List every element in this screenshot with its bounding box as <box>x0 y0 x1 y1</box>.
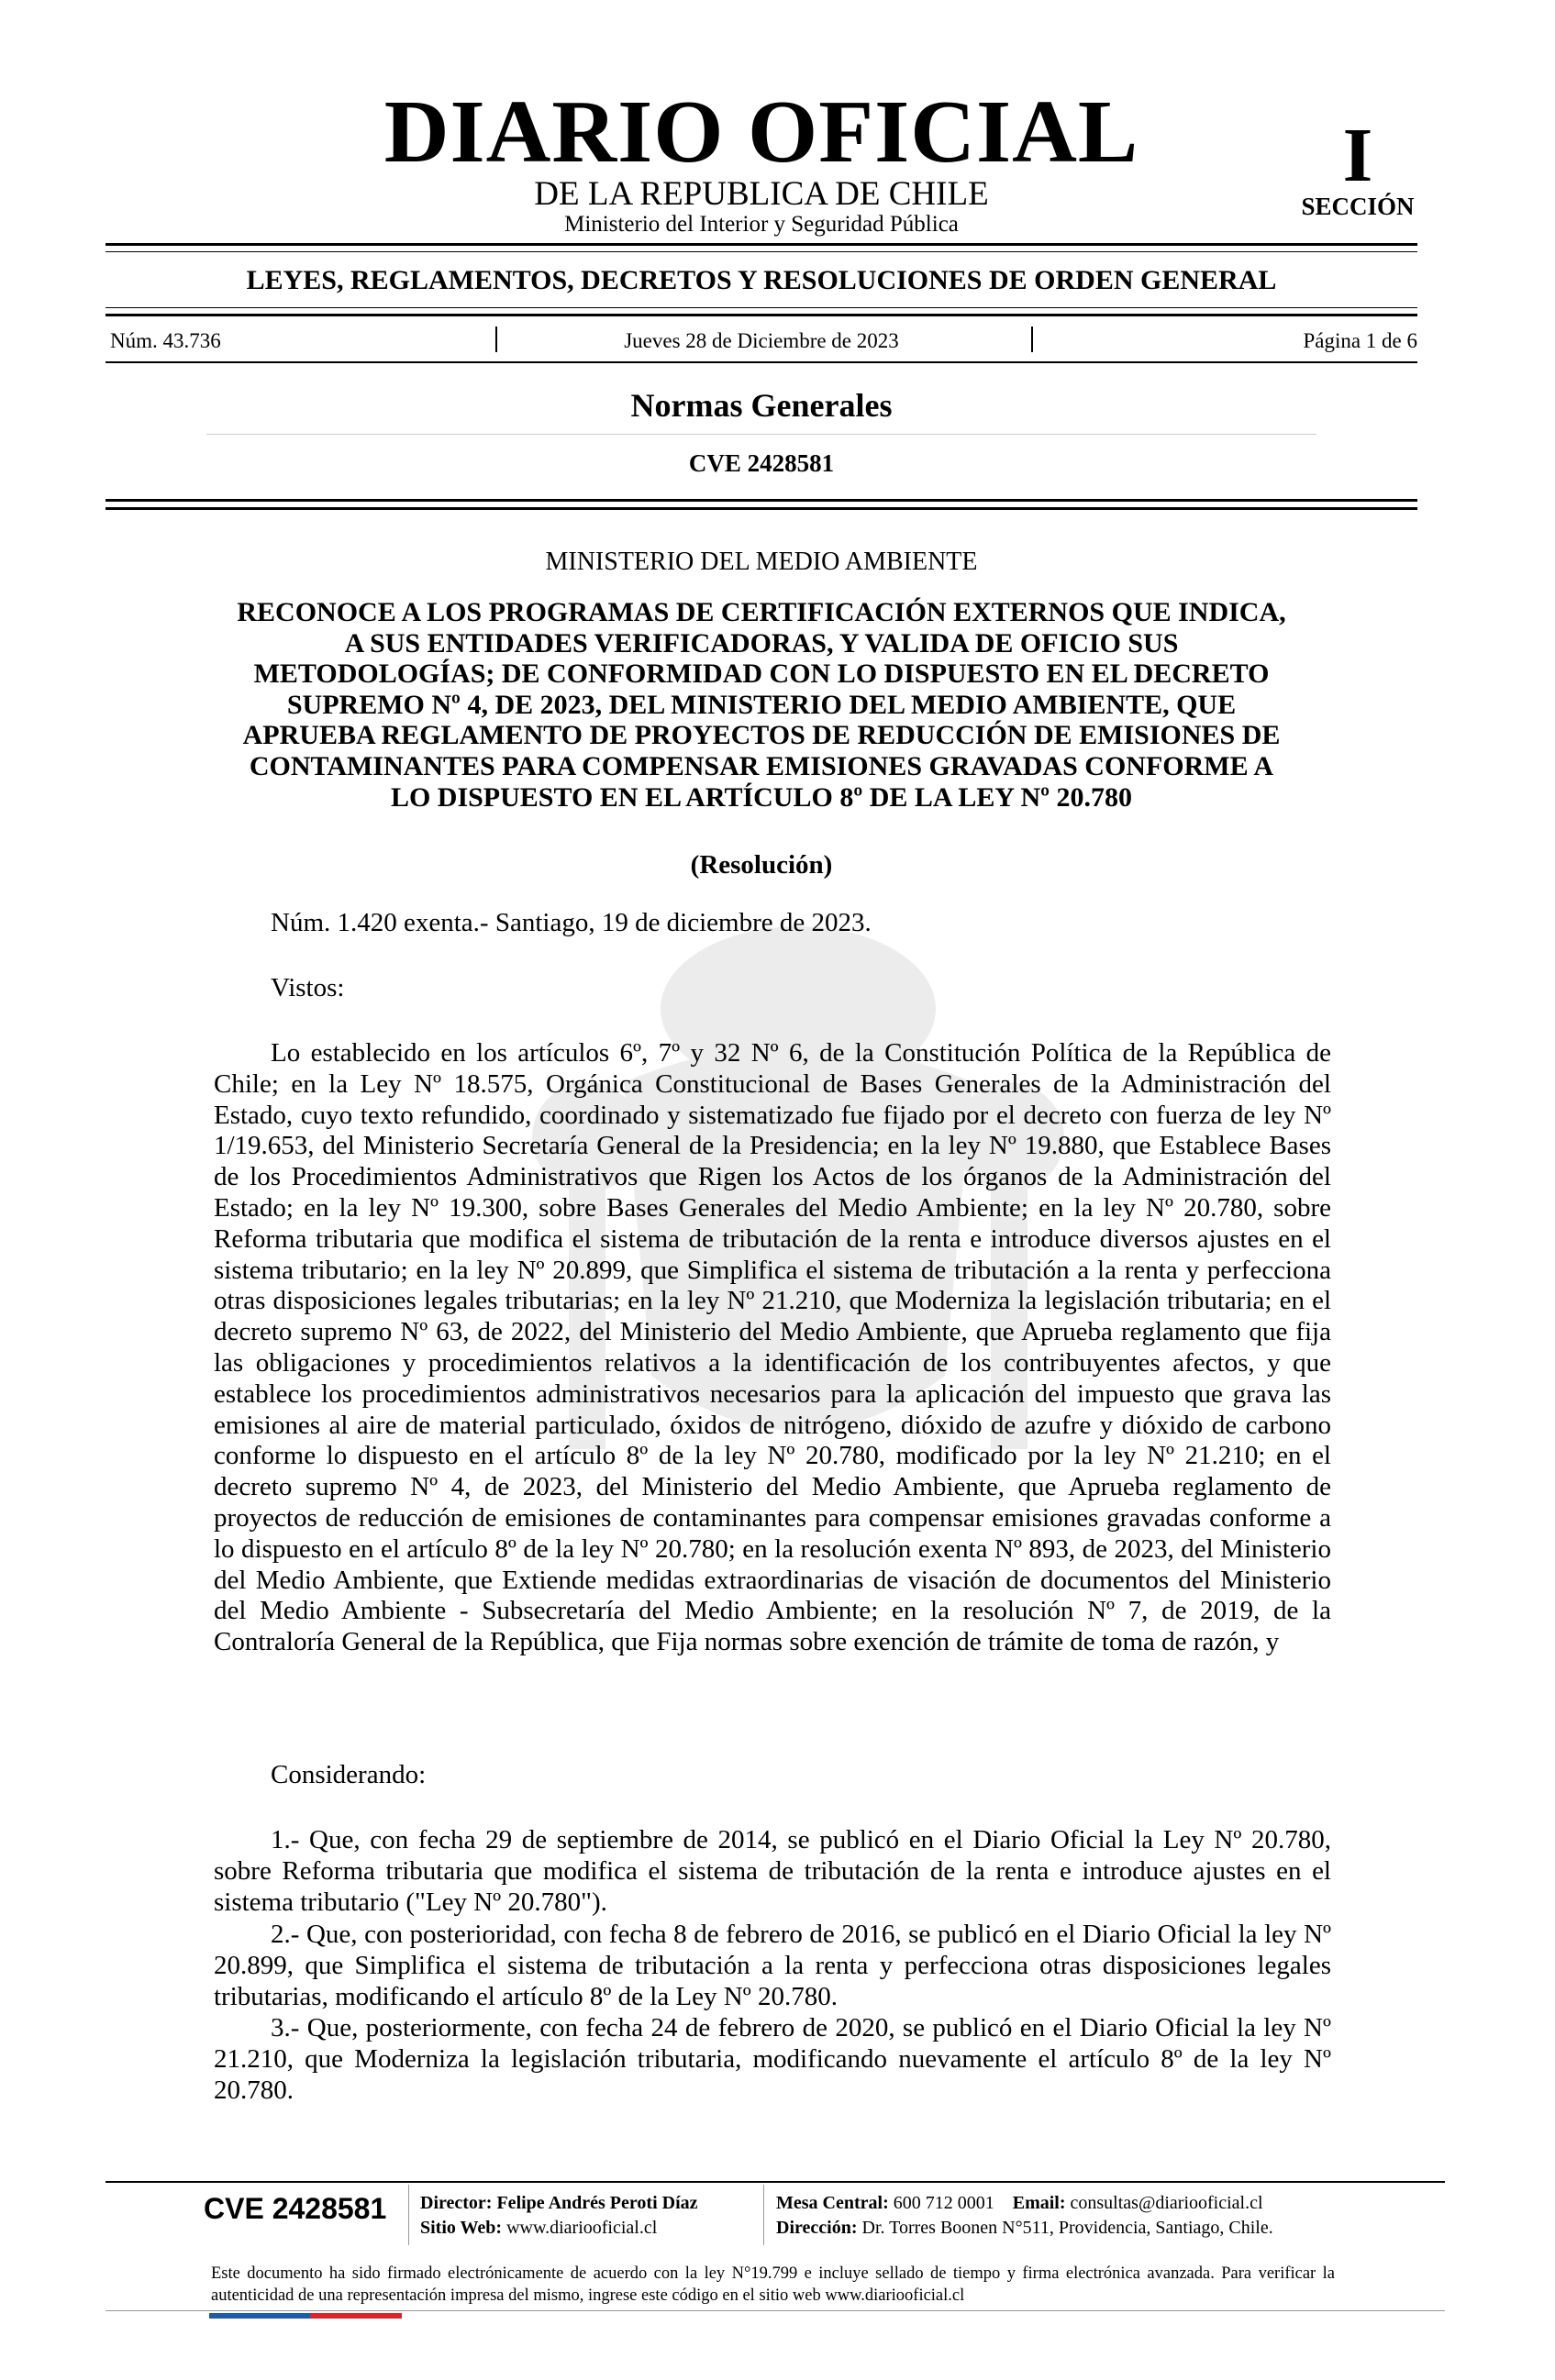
director-name: Felipe Andrés Peroti Díaz <box>496 2193 698 2213</box>
mesa-phone: 600 712 0001 <box>893 2193 994 2213</box>
email-link[interactable]: consultas@diariooficial.cl <box>1070 2193 1263 2213</box>
footer-director-block <box>420 2191 698 2241</box>
divider <box>106 307 1417 308</box>
footer-legal-notice: Este documento ha sido firmado electrónicamente de acuerdo con la ley N°19.799 e incluye sellado de tiempo y firma electrónica avanzada. Para verificar la autenticidad de una representación impresa del mismo, ingrese este código en el sitio web www.diariooficial.cl <box>211 2264 1335 2305</box>
considerando-label: Considerando: <box>271 1760 427 1789</box>
cve-code: CVE 2428581 <box>688 449 835 477</box>
section-label: SECCIÓN <box>1301 193 1415 220</box>
footer-cve-code: CVE 2428581 <box>204 2192 387 2225</box>
vistos-paragraph: Lo establecido en los artículos 6º, 7º y 32 Nº 6, de la Constitución Política de la República de Chile; en la Ley Nº 18.575, Orgánica Constitucional de Bases Generales de la Administración del Estado, cuyo texto refundido, coordinado y sistematizado fue fijado por el decreto con fuerza de ley Nº 1/19.653, del Ministerio Secretaría General de la Presidencia; en la ley Nº 19.880, que Establece Bases de los Procedimientos Administrativos que Rigen los Actos de los órganos de la Administración del Estado; en la ley Nº 19.300, sobre Bases Generales del Medio Ambiente; en la ley Nº 20.780, sobre Reforma tributaria que modifica el sistema de tributación de la renta e introduce diversos ajustes en el sistema tributario; en la ley Nº 20.899, que Simplifica el sistema de tributación a la renta y perfecciona otras disposiciones legales tributarias; en la ley Nº 21.210, que Moderniza la legislación tributaria; en el decreto supremo Nº 63, de 2022, del Ministerio del Medio Ambiente, que Aprueba reglamento que fija las obligaciones y procedimientos relativos a la identificación de los contribuyentes afectos, y que establece los procedimientos administrativos necesarios para la aplicación del impuesto que grava las emisiones al aire de material particulado, óxidos de nitrógeno, dióxido de azufre y dióxido de carbono conforme lo dispuesto en el artículo 8º de la ley Nº 20.780, modificado por la ley Nº 21.210; en el decreto supremo Nº 4, de 2023, del Ministerio del Medio Ambiente, que Aprueba reglamento de proyectos de reducción de emisiones de contaminantes para compensar emisiones gravadas conforme a lo dispuesto en el artículo 8º de la ley Nº 20.780; en la resolución exenta Nº 893, de 2023, del Ministerio del Medio Ambiente, que Extiende medidas extraordinarias de visación de documentos del Ministerio del Medio Ambiente - Subsecretaría del Medio Ambiente; en la resolución Nº 7, de 2019, de la Contraloría General de la República, que Fija normas sobre exención de trámite de toma de razón, y <box>214 1038 1331 1657</box>
newspaper-subtitle: DE LA REPUBLICA DE CHILE <box>534 175 989 213</box>
document-title <box>183 597 1339 813</box>
newspaper-ministry: Ministerio del Interior y Seguridad Pública <box>564 212 959 237</box>
divider <box>106 361 1417 363</box>
flag-stripe-blue <box>209 2313 310 2319</box>
title-line: METODOLOGÍAS; DE CONFORMIDAD CON LO DISPUESTO EN EL DECRETO <box>253 659 1270 690</box>
newspaper-title: DIARIO OFICIAL <box>383 83 1139 182</box>
website-label: Sitio Web: <box>420 2218 503 2238</box>
issuing-ministry: MINISTERIO DEL MEDIO AMBIENTE <box>545 548 978 576</box>
divider <box>106 499 1417 502</box>
title-line: A SUS ENTIDADES VERIFICADORAS, Y VALIDA DE OFICIO SUS <box>344 627 1179 659</box>
vistos-label: Vistos: <box>271 973 345 1002</box>
issue-number: Núm. 43.736 <box>110 329 221 352</box>
considerando-item: 2.- Que, con posterioridad, con fecha 8 de febrero de 2016, se publicó en el Diario Oficial la ley Nº 20.899, que Simplifica el sistema de tributación a la renta y perfecciona otras disposiciones legales tributarias, modificando el artículo 8º de la Ley Nº 20.780. <box>214 1920 1331 2011</box>
issue-date: Jueves 28 de Diciembre de 2023 <box>624 329 899 352</box>
address-text: Dr. Torres Boonen N°511, Providencia, Santiago, Chile. <box>861 2218 1273 2238</box>
document-type: (Resolución) <box>690 850 833 880</box>
separator <box>1031 327 1033 352</box>
email-label: Email: <box>1012 2193 1066 2213</box>
resolution-number-line: Núm. 1.420 exenta.- Santiago, 19 de diciembre de 2023. <box>271 908 872 937</box>
section-number: I <box>1342 113 1373 198</box>
divider <box>106 251 1417 252</box>
divider <box>106 314 1417 316</box>
address-label: Dirección: <box>776 2218 858 2238</box>
title-line: RECONOCE A LOS PROGRAMAS DE CERTIFICACIÓN EXTERNOS QUE INDICA, <box>237 597 1286 627</box>
page-indicator: Página 1 de 6 <box>1303 329 1417 352</box>
website-link[interactable]: www.diariooficial.cl <box>506 2218 658 2238</box>
considerando-item: 1.- Que, con fecha 29 de septiembre de 2014, se publicó en el Diario Oficial la Ley Nº 20.780, sobre Reforma tributaria que modifica el sistema de tributación de la renta e introduce ajustes en el sistema tributario ("Ley Nº 20.780"). <box>214 1825 1331 1917</box>
footer-separator <box>763 2185 764 2245</box>
footer-divider <box>106 2310 1445 2311</box>
title-line: APRUEBA REGLAMENTO DE PROYECTOS DE REDUCCIÓN DE EMISIONES DE <box>242 720 1281 751</box>
mesa-label: Mesa Central: <box>776 2193 889 2213</box>
director-label: Director: <box>420 2193 493 2213</box>
divider <box>106 243 1417 246</box>
title-line: CONTAMINANTES PARA COMPENSAR EMISIONES GRAVADAS CONFORME A <box>249 750 1274 781</box>
divider <box>106 507 1417 510</box>
considerando-item: 3.- Que, posteriormente, con fecha 24 de febrero de 2020, se publicó en el Diario Oficial la ley Nº 21.210, que Moderniza la legislación tributaria, modificando nuevamente el artículo 8º de la ley Nº 20.780. <box>214 2013 1331 2105</box>
category-heading: LEYES, REGLAMENTOS, DECRETOS Y RESOLUCIONES DE ORDEN GENERAL <box>246 265 1277 295</box>
title-line: SUPREMO Nº 4, DE 2023, DEL MINISTERIO DEL MEDIO AMBIENTE, QUE <box>286 689 1237 720</box>
footer-contact-block <box>776 2191 1273 2241</box>
title-line: LO DISPUESTO EN EL ARTÍCULO 8º DE LA LEY Nº 20.780 <box>390 781 1133 813</box>
divider <box>206 434 1316 435</box>
footer-separator <box>408 2185 409 2245</box>
section-title: Normas Generales <box>630 387 893 424</box>
flag-stripe-red <box>310 2313 402 2319</box>
footer-divider <box>106 2181 1445 2183</box>
